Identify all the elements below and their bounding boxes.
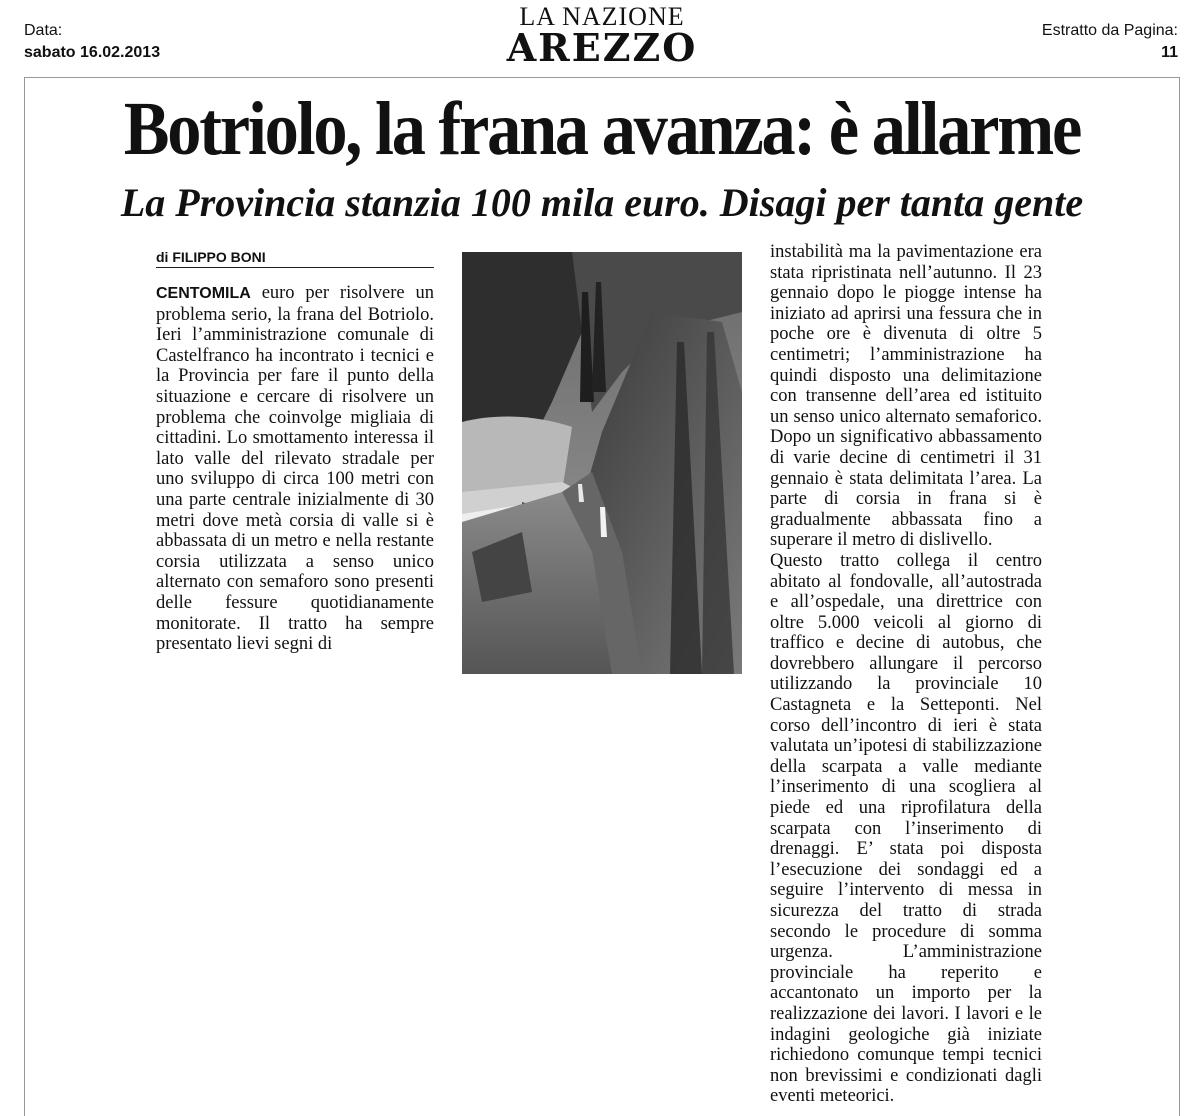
headline: Botriolo, la frana avanza: è allarme — [123, 87, 1081, 171]
frame-border-right — [1179, 77, 1180, 1116]
date-block — [24, 22, 160, 62]
article-column-3 — [770, 242, 1042, 1107]
page-value: 11 — [1161, 44, 1178, 61]
page-label: Estratto da Pagina: — [1041, 22, 1178, 39]
date-value: sabato 16.02.2013 — [24, 44, 161, 61]
landslide-photo — [462, 252, 742, 674]
page-block — [1042, 22, 1178, 62]
article-column-1 — [156, 283, 434, 655]
landslide-photo-illustration — [462, 252, 742, 674]
column-3-paragraph-1: instabilità ma la pavimentazione era stata ripristinata nell’autunno. Il 23 gennaio dopo le piogge intense ha iniziato ad aprirsi una fessura che in poche ore è divenuta di oltre 5 centimetri; l’amministrazione ha quindi disposto una delimitazione con transenne dell’area ed istituito un senso unico alternato semaforico. Dopo un significativo abbassamento di varie decine di centimetri il 31 gennaio è stata delimitata l’area. La parte di corsia in frana si è gradualmente abbassata fino a superare il metro di dislivello. — [770, 242, 1042, 551]
frame-border-top — [24, 77, 1180, 78]
date-label: Data: — [24, 22, 63, 39]
byline: di FILIPPO BONI — [156, 249, 434, 268]
frame-border-left — [24, 77, 25, 1116]
lead-word: CENTOMILA — [156, 285, 251, 302]
subheadline: La Provincia stanzia 100 mila euro. Disagi per tanta gente — [120, 180, 1084, 225]
masthead — [470, 2, 734, 70]
column-3-paragraph-2: Questo tratto collega il centro abitato al fondovalle, all’autostrada e all’ospedale, una direttrice con oltre 5.000 veicoli al giorno di traffico e decine di autobus, che dovrebbero allungare il percorso utilizzando la provinciale 10 Castagneta e la Setteponti. Nel corso dell’incontro di ieri è stata valutata un’ipotesi di stabilizzazione della scarpata a valle mediante l’inserimento di una scogliera al piede ed una riprofilatura della scarpata con l’inserimento di drenaggi. E’ stata poi disposta l’esecuzione dei sondaggi ed a seguire l’intervento di messa in sicurezza del tratto di strada secondo le procedure di somma urgenza. L’amministrazione provinciale ha reperito e accantonato un importo per la realizzazione dei lavori. I lavori e le indagini geologiche già iniziate richiedono comunque tempi tecnici non brevissimi e condizionati dagli eventi meteorici. — [770, 550, 1042, 1107]
column-1-text: euro per risolvere un problema serio, la frana del Botriolo. Ieri l’amministrazione comunale di Castelfranco ha incontrato i tecnici e la Provincia per fare il punto della situazione e cercare di risolvere un problema che coinvolge migliaia di cittadini. Lo smottamento interessa il lato valle del rilevato stradale per uno sviluppo di circa 100 metri con una parte centrale inizialmente di 30 metri dove metà corsia di valle si è abbassata di un metro e nella restante corsia utilizzata a senso unico alternato con semaforo sono presenti delle fessure quotidianamente monitorate. Il tratto ha sempre presentato lievi segni di — [156, 283, 435, 655]
edition-name: AREZZO — [506, 25, 698, 70]
publication-name: LA NAZIONE — [519, 2, 685, 31]
